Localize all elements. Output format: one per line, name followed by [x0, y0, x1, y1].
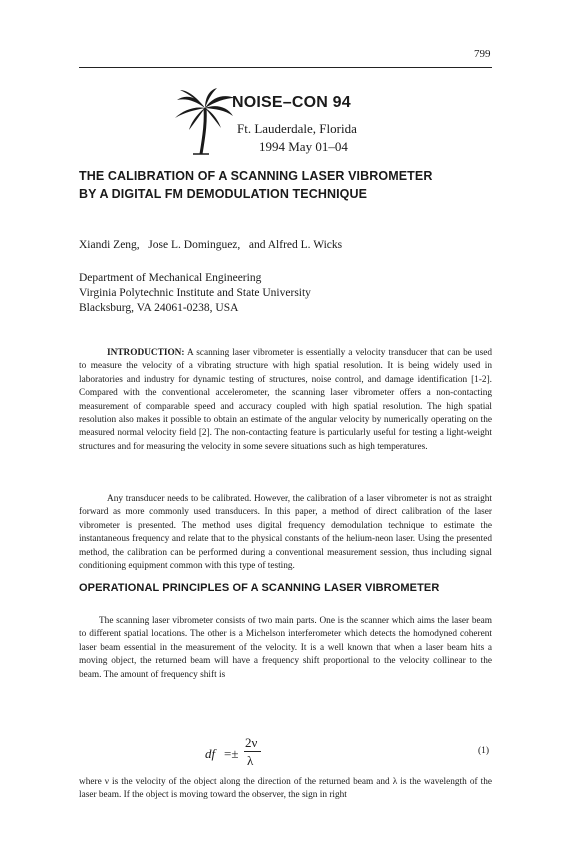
- intro-paragraph-1-text: A scanning laser vibrometer is essentially a velocity transducer that can be used to measure the velocity of a vibrating structure with high spatial resolution. It is being widely used in laboratories and industry for dynamic testing of structures, noise control, and damage identification [1-2]. Compared with the conventional accelerometer, the scanning laser vibrometer offers a non-contacting measurement of comparable speed and accuracy coupled with high spatial resolution. The high spatial resolution also makes it possible to obtain an estimate of the angular velocity by numerically operating on the measured normal velocity field [2]. The non-contacting feature is particularly useful for testing a light-weight structures and for measuring the velocity in some severe situations such as high temperatures.: [79, 348, 492, 452]
- intro-paragraph-1: [79, 347, 492, 454]
- section-paragraph-2: where ν is the velocity of the object along the direction of the returned beam and λ is the wavelength of the laser beam. If the object is moving toward the observer, the sign in right: [79, 777, 492, 801]
- palm-tree-icon: [175, 88, 237, 156]
- equation-numerator: 2ν: [245, 735, 258, 750]
- page-number: 799: [474, 48, 491, 60]
- author-list: Xiandi Zeng, Jose L. Dominguez, and Alfred L. Wicks: [79, 239, 343, 251]
- affiliation-line: Virginia Polytechnic Institute and State University: [79, 287, 311, 299]
- paper-title-line: THE CALIBRATION OF A SCANNING LASER VIBROMETER: [79, 169, 433, 183]
- equation-lhs: df: [205, 746, 216, 761]
- conference-name: NOISE–CON 94: [232, 94, 351, 111]
- intro-lead: INTRODUCTION:: [107, 348, 185, 358]
- equation-number: (1): [478, 746, 490, 756]
- conference-date: 1994 May 01–04: [259, 139, 348, 154]
- affiliation-line: Blacksburg, VA 24061-0238, USA: [79, 302, 239, 314]
- equation-equals: =±: [224, 746, 239, 761]
- paper-title: [79, 167, 499, 203]
- equation-denominator: λ: [247, 753, 254, 768]
- equation-1: [205, 735, 295, 773]
- affiliation: [79, 271, 311, 316]
- affiliation-line: Department of Mechanical Engineering: [79, 272, 262, 284]
- conference-location: Ft. Lauderdale, Florida: [237, 121, 357, 136]
- intro-paragraph-2: Any transducer needs to be calibrated. However, the calibration of a laser vibrometer is not as straight forward as more commonly used transducers. In this paper, a method of direct calibration of the laser vibrometer is presented. The method uses digital frequency demodulation technique to estimate the instantaneous frequency and relate that to the physical constants of the helium-neon laser. Using the presented method, the calibration can be performed during a conventional measurement session, thus including signal conditioning equipment common with this type of testing.: [79, 494, 492, 572]
- section-heading: OPERATIONAL PRINCIPLES OF A SCANNING LASER VIBROMETER: [79, 582, 440, 594]
- header-rule: [79, 67, 492, 68]
- paper-title-line: BY A DIGITAL FM DEMODULATION TECHNIQUE: [79, 187, 368, 201]
- fraction-bar: [244, 751, 261, 752]
- section-paragraph-1: The scanning laser vibrometer consists of two main parts. One is the scanner which aims the laser beam to different spatial locations. The other is a Michelson interferometer which detects the homodyned coherent laser beam essential in the measurement of the velocity. It is a well known that when a laser beam hits a moving object, the returned beam will have a frequency shift proportional to the velocity collinear to the beam. The amount of frequency shift is: [79, 616, 492, 680]
